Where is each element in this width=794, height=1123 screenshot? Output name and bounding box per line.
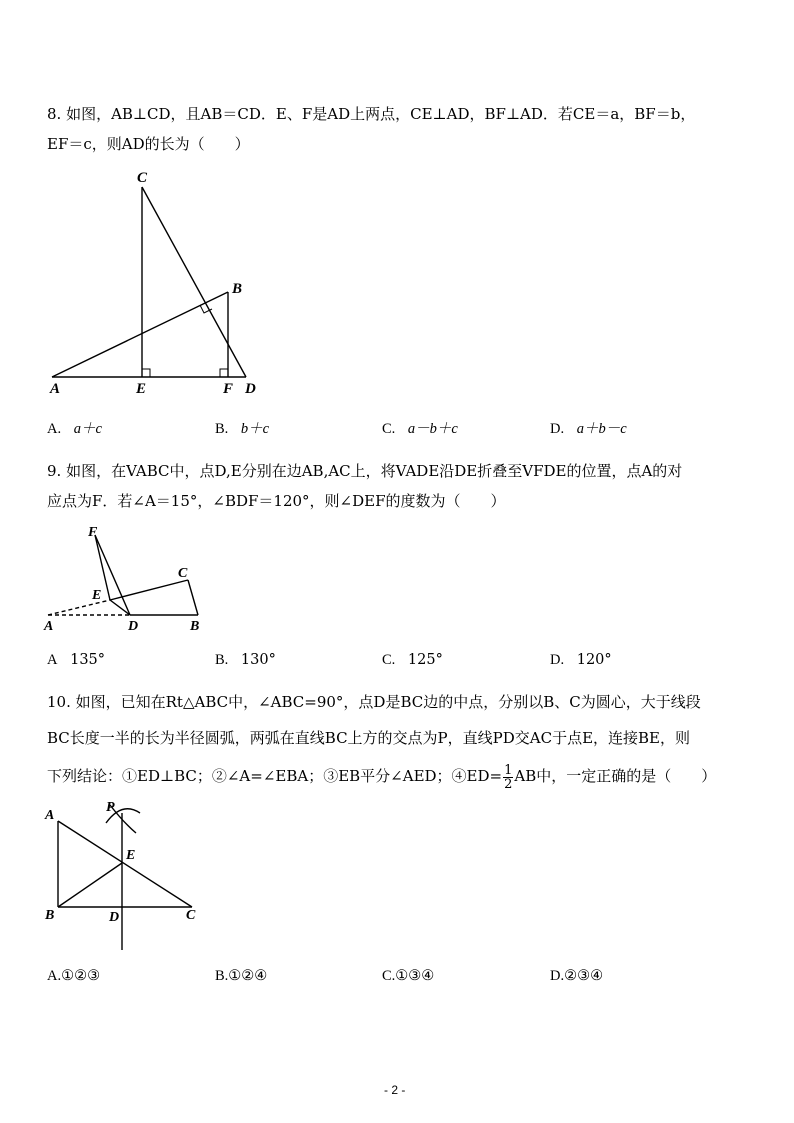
q10-fraction-denominator: 2: [504, 776, 513, 792]
q8-label-D: D: [245, 381, 256, 397]
page-number: - 2 -: [384, 1083, 406, 1097]
q10-option-d-letter: D.: [550, 968, 565, 984]
q8-stem-line2: EF＝c，则AD的长为（ ）: [47, 135, 250, 153]
q9-option-c-text: 125°: [407, 652, 443, 668]
q10-option-d[interactable]: [550, 966, 603, 986]
q10-figure: [40, 795, 220, 955]
q9-option-a[interactable]: [47, 650, 105, 670]
q10-option-b-letter: B.: [215, 968, 229, 984]
q9-label-C: C: [178, 566, 188, 581]
q10-stem-line3-post: AB中，一定正确的是（ ）: [514, 767, 717, 785]
q8-label-F: F: [223, 381, 234, 397]
q8-option-a-letter: A.: [47, 421, 62, 437]
q10-label-P: P: [106, 800, 115, 815]
q10-option-c-text: ①③④: [395, 968, 435, 984]
q8-label-C: C: [137, 170, 148, 186]
q10-label-B: B: [45, 908, 55, 923]
q8-option-c[interactable]: [382, 419, 458, 439]
q9-stem-line2: 应点为F．若∠A＝15°，∠BDF＝120°，则∠DEF的度数为（ ）: [47, 492, 506, 510]
q9-option-d-letter: D.: [550, 652, 565, 668]
q10-stem-line3-pre: 下列结论：①ED⊥BC；②∠A=∠EBA；③EB平分∠AED；④ED=: [47, 767, 503, 785]
q10-label-C: C: [186, 908, 196, 923]
q9-label-F: F: [88, 525, 98, 540]
q10-option-b-text: ①②④: [228, 968, 268, 984]
q8-right-angle-E: [142, 369, 150, 377]
q9-label-A: A: [44, 619, 54, 634]
q8-figure: [40, 160, 280, 400]
q10-label-D: D: [109, 910, 120, 925]
q8-option-c-text: a－b＋c: [407, 421, 458, 437]
q8-option-a-text: a＋c: [73, 421, 102, 437]
q8-option-a[interactable]: [47, 419, 102, 439]
q9-option-b-letter: B.: [215, 652, 229, 668]
q10-option-a[interactable]: [47, 966, 100, 986]
q10-option-b[interactable]: [215, 966, 267, 986]
q8-line-CD: [142, 187, 246, 377]
q10-line-AC: [58, 821, 192, 907]
q10-fraction-numerator: 1: [504, 762, 513, 778]
q8-option-b-letter: B.: [215, 421, 229, 437]
q10-stem-line2: BC长度一半的长为半径圆弧，两弧在直线BC上方的交点为P，直线PD交AC于点E，连接BE，则: [47, 729, 691, 747]
q8-label-B: B: [232, 281, 243, 297]
q10-label-E: E: [126, 848, 136, 863]
q8-stem-line1: 8. 如图，AB⊥CD，且AB＝CD．E、F是AD上两点，CE⊥AD，BF⊥AD．若CE＝a，BF＝b，: [47, 105, 696, 123]
q9-option-d-text: 120°: [576, 652, 612, 668]
q10-label-A: A: [45, 808, 55, 823]
q10-option-d-text: ②③④: [564, 968, 604, 984]
q8-right-angle-F: [220, 369, 228, 377]
q10-line-BE: [58, 863, 122, 907]
q8-option-c-letter: C.: [382, 421, 396, 437]
q9-line-FD: [95, 535, 130, 615]
q10-stem-line1: 10. 如图，已知在Rt△ABC中，∠ABC=90°，点D是BC边的中点，分别以B、C为圆心，大于线段: [47, 693, 701, 711]
q9-line-BC: [188, 580, 198, 615]
q9-option-a-letter: A: [47, 652, 58, 668]
q9-option-a-text: 135°: [70, 652, 106, 668]
q10-fraction: [503, 764, 513, 791]
q10-option-a-text: ①②③: [61, 968, 101, 984]
q9-figure: [40, 520, 220, 635]
q9-label-D: D: [128, 619, 139, 634]
q10-option-c-letter: C.: [382, 968, 396, 984]
q9-option-c-letter: C.: [382, 652, 396, 668]
q8-line-AB: [52, 292, 228, 377]
q10-option-a-letter: A.: [47, 968, 62, 984]
q9-label-E: E: [92, 588, 102, 603]
q9-option-d[interactable]: [550, 650, 612, 670]
q8-option-b[interactable]: [215, 419, 269, 439]
q8-option-d-letter: D.: [550, 421, 565, 437]
q9-label-B: B: [190, 619, 200, 634]
q9-option-b[interactable]: [215, 650, 276, 670]
q8-label-A: A: [50, 381, 61, 397]
q8-label-E: E: [136, 381, 147, 397]
q8-option-d[interactable]: [550, 419, 627, 439]
q9-option-c[interactable]: [382, 650, 443, 670]
q8-option-b-text: b＋c: [240, 421, 270, 437]
q9-option-b-text: 130°: [240, 652, 276, 668]
q8-option-d-text: a＋b－c: [576, 421, 627, 437]
q10-option-c[interactable]: [382, 966, 434, 986]
q9-stem-line1: 9. 如图，在VABC中，点D,E分别在边AB,AC上，将VADE沿DE折叠至VFDE的位置，点A的对: [47, 462, 683, 480]
q10-stem-line3: [47, 762, 716, 791]
